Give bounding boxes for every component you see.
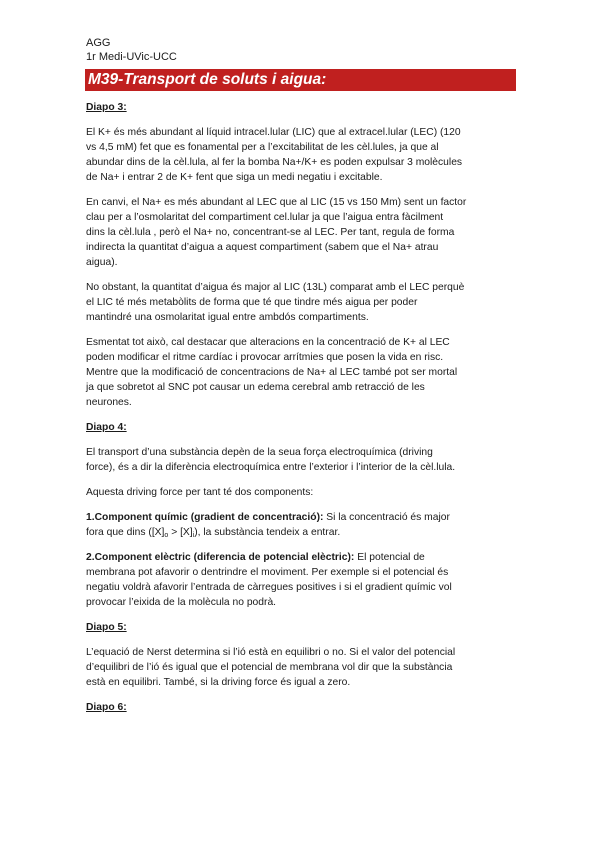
text-line: El transport d’una substància depèn de la seua força electroquímica (driving: [86, 447, 433, 458]
text-line: force), és a dir la diferència electroquímica entre l’exterior i l’interior de la cèl.lula.: [86, 462, 456, 473]
text-line: ja que sobretot al SNC pot causar un edema cerebral amb retracció de les: [86, 382, 425, 393]
text-line: En canvi, el Na+ es més abundant al LEC que al LIC (15 vs 150 Mm) sent un factor: [86, 197, 467, 208]
text-line: neurones.: [86, 397, 132, 408]
paragraph-chemical-component: [86, 510, 518, 540]
text-line: poden modificar el ritme cardíac i provocar arrítmies que posen la vida en risc.: [86, 352, 444, 363]
section-heading-diapo-5: Diapo 5:: [86, 622, 127, 633]
paragraph-driving-force: [86, 445, 518, 475]
text-line: Mentre que la modificació de concentracions de Na+ al LEC també pot ser mortal: [86, 367, 458, 378]
text-line: vs 4,5 mM) fet que es fonamental per a l’excitabilitat de les cèl.lules, ja que al: [86, 142, 439, 153]
text-line: provocar l’eixida de la molècula no podrà.: [86, 597, 277, 608]
subscript-inside: i: [192, 532, 195, 539]
text-line: el LIC té més metabòlits de forma que té que tindre més aigua per poder: [86, 297, 418, 308]
electric-component-text: El potencial de: [354, 552, 425, 563]
text-line: està en equilibri. També, si la driving force és igual a zero.: [86, 677, 351, 688]
text-line: aigua).: [86, 257, 118, 268]
text-line: de Na+ i entrar 2 de K+ fent que siga un medi negatiu i excitable.: [86, 172, 383, 183]
text-line: membrana pot afavorir o dentrindre el moviment. Per exemple si el potencial és: [86, 567, 449, 578]
chemical-component-label: 1.Component químic (gradient de concentració):: [86, 512, 324, 523]
text-line: negatiu voldrà afavorir l’entrada de càrregues positives i si el gradient químic vol: [86, 582, 452, 593]
subscript-outside: o: [164, 532, 169, 539]
document-body: [86, 100, 518, 725]
text-line: L’equació de Nerst determina si l’ió està en equilibri o no. Si el valor del potencial: [86, 647, 456, 658]
page-title: M39-Transport de soluts i aigua:: [85, 69, 516, 91]
header-initials: AGG: [86, 37, 111, 49]
text-line: mantindré una osmolaritat igual entre ambdós compartiments.: [86, 312, 369, 323]
section-heading-diapo-4: Diapo 4:: [86, 422, 127, 433]
text-line: abundar dins de la cèl.lula, al fer la bomba Na+/K+ es poden expulsar 3 molècules: [86, 157, 463, 168]
section-heading-diapo-6: Diapo 6:: [86, 702, 127, 713]
paragraph-electric-component: [86, 550, 518, 610]
text-line: d’equilibri de l’ió és igual que el potencial de membrana vol dir que la substància: [86, 662, 453, 673]
paragraph-components-intro: Aquesta driving force per tant té dos components:: [86, 487, 314, 498]
formula-part: fora que dins ([X]: [86, 527, 165, 538]
paragraph-potassium: [86, 125, 518, 185]
paragraph-alterations: [86, 335, 518, 410]
formula-part: ), la substància tendeix a entrar.: [194, 527, 341, 538]
electric-component-label: 2.Component elèctric (diferencia de potencial elèctric):: [86, 552, 355, 563]
text-line: clau per a l’osmolaritat del compartiment cel.lular ja que l’aigua entra fàcilment: [86, 212, 444, 223]
paragraph-nernst: [86, 645, 518, 690]
paragraph-sodium: [86, 195, 518, 270]
header-course: 1r Medi-UVic-UCC: [86, 51, 177, 63]
paragraph-water: [86, 280, 518, 325]
text-line: [86, 510, 518, 525]
text-line: [86, 550, 518, 565]
text-line: dins la cèl.lula , però el Na+ no, concentrant-se al LEC. Per tant, regula de forma: [86, 227, 455, 238]
text-line: El K+ és més abundant al líquid intracel.lular (LIC) que al extracel.lular (LEC) (120: [86, 127, 461, 138]
chemical-component-text: Si la concentració és major: [323, 512, 450, 523]
text-line: No obstant, la quantitat d’aigua és major al LIC (13L) comparat amb el LEC perquè: [86, 282, 465, 293]
formula-part: > [X]: [168, 527, 193, 538]
text-line: indirecta la quantitat d’aigua a aquest compartiment (sabem que el Na+ atrau: [86, 242, 439, 253]
text-line: [86, 525, 518, 540]
section-heading-diapo-3: Diapo 3:: [86, 102, 127, 113]
text-line: Esmentat tot això, cal destacar que alteracions en la concentració de K+ al LEC: [86, 337, 450, 348]
